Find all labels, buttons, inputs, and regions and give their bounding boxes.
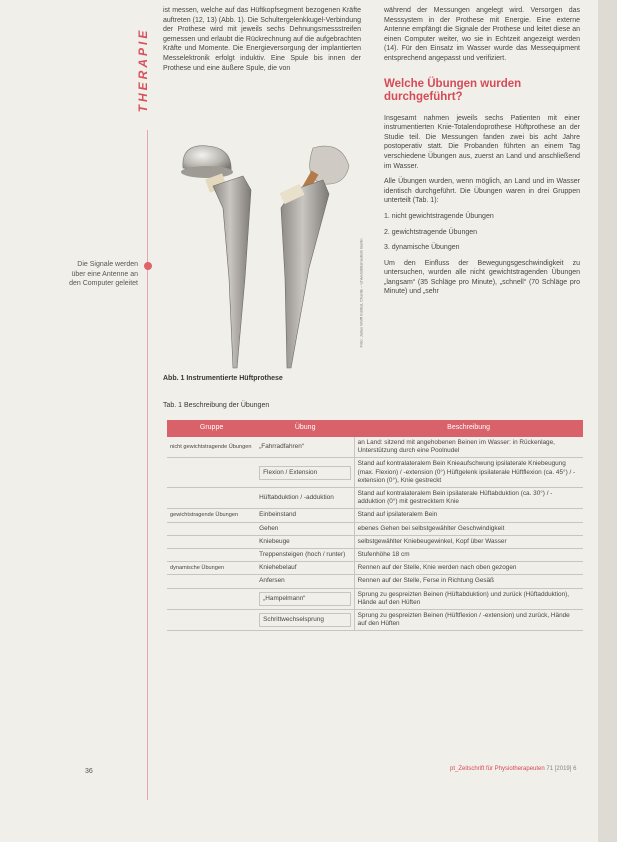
- figure-credit: Foto: Julius Wolff Institut, Charité – Universitätsmedizin Berlin: [358, 238, 364, 348]
- row-group: [167, 610, 256, 631]
- table-row: [167, 575, 583, 588]
- table-row: [167, 522, 583, 535]
- left-column: [163, 6, 361, 79]
- table-row: [167, 509, 583, 522]
- row-description: Rennen auf der Stelle, Knie werden nach oben gezogen: [354, 562, 583, 575]
- table-row: [167, 488, 583, 509]
- table-header-exercise: Übung: [256, 420, 354, 437]
- row-group: [167, 458, 256, 488]
- section-label: THERAPIE: [136, 27, 150, 113]
- row-exercise: Treppensteigen (hoch / runter): [256, 549, 354, 562]
- footer-publication: pt_Zeitschrift für Physiotherapeuten: [450, 766, 545, 772]
- footer: [450, 766, 576, 772]
- row-group: [167, 488, 256, 509]
- row-group: [167, 549, 256, 562]
- row-description: ebenes Gehen bei selbstgewählter Geschwindigkeit: [354, 522, 583, 535]
- table-header-group: Gruppe: [167, 420, 256, 437]
- row-exercise: Schrittwechselsprung: [259, 613, 351, 627]
- table-row: [167, 535, 583, 548]
- row-description: Stand auf ipsilateralem Bein: [354, 509, 583, 522]
- row-exercise-cell: [256, 588, 354, 609]
- exercise-table: [167, 420, 583, 631]
- row-group: nicht gewichtstragende Übungen: [167, 437, 256, 458]
- table-row: [167, 549, 583, 562]
- row-group: gewichtstragende Übungen: [167, 509, 256, 522]
- row-exercise: Kniehebelauf: [256, 562, 354, 575]
- row-exercise: Kniebeuge: [256, 535, 354, 548]
- footer-issue: 71 [2019] 6: [546, 766, 577, 772]
- row-description: Stand auf kontralateralem Bein ipsilaterale Hüftabduktion (ca. 30°) / -adduktion (0°) mit gestrecktem Knie: [354, 488, 583, 509]
- figure-caption-text: Instrumentierte Hüftprothese: [186, 375, 283, 382]
- row-exercise-cell: [256, 458, 354, 488]
- table-header-description: Beschreibung: [354, 420, 583, 437]
- row-description: Stufenhöhe 18 cm: [354, 549, 583, 562]
- row-group: [167, 575, 256, 588]
- row-exercise-cell: [256, 610, 354, 631]
- margin-bullet-icon: [144, 262, 152, 270]
- row-exercise: Hüftabduktion / -adduktion: [256, 488, 354, 509]
- left-paragraph: ist messen, welche auf das Hüftkopfsegment bezogenen Kräfte auftreten (12, 13) (Abb. 1). Die Schultergelenkkugel-Verbindung der Prothese wird mit jeweils sechs Dehnungsmessstreifen gemessen und erlaubt die Rückrechnung auf die aufgebrachten Kräfte und Momente. Die Energieversorgung der implantierten Messelektronik erfolgt induktiv. Eine Spule bis innen der Prothese und eine äußere Spule, die von: [163, 7, 361, 72]
- row-group: [167, 535, 256, 548]
- table-row: [167, 458, 583, 488]
- section-heading: Welche Übungen wurden durchgeführt?: [384, 77, 522, 103]
- hip-prosthesis-figure: [163, 128, 361, 376]
- right-paragraph-1: Insgesamt nahmen jeweils sechs Patienten mit einer instrumentierten Knie-Totalendoprothese Hüftprothese an der Studie teil. Die Messungen fanden zwei bis acht Jahre postoperativ statt. Die Probanden führten an einem Tag verschiedene Übungen aus, zuerst an Land und anschließend im Wasser.: [384, 114, 580, 170]
- list-item: 3. dynamische Übungen: [384, 244, 460, 252]
- row-exercise: Anfersen: [256, 575, 354, 588]
- row-exercise: Gehen: [256, 522, 354, 535]
- row-description: Sprung zu gespreizten Beinen (Hüftflexion / -extension) und zurück, Hände auf den Hüften: [354, 610, 583, 631]
- row-description: Sprung zu gespreizten Beinen (Hüftabduktion) und zurück (Hüftadduktion), Hände auf den Hüften: [354, 588, 583, 609]
- list-item: 2. gewichtstragende Übungen: [384, 228, 478, 236]
- row-exercise: „Fahrradfahren“: [256, 437, 354, 458]
- margin-note: Die Signale werden über eine Antenne an den Computer geleitet: [69, 261, 138, 287]
- table-caption: Tab. 1 Beschreibung der Übungen: [163, 402, 270, 409]
- row-description: Stand auf kontralateralem Bein Knieaufschwung ipsilaterale Kniebeugung (max. Flexion) / -extension (0°) Hüftgelenk ipsilaterale Hüftflexion (ca. 45°) / -extension (0°), Knie gestreckt: [354, 458, 583, 488]
- row-group: dynamische Übungen: [167, 562, 256, 575]
- row-exercise: Einbeinstand: [256, 509, 354, 522]
- right-paragraph-end: Um den Einfluss der Bewegungsgeschwindigkeit zu untersuchen, wurden alle nicht gewichtstragenden Übungen „langsam“ (35 Schläge pro Minute), „schnell“ (70 Schläge pro Minute) und „sehr: [384, 259, 580, 296]
- right-paragraph-2: Alle Übungen wurden, wenn möglich, an Land und im Wasser identisch durchgeführt. Die Übungen waren in drei Gruppen unterteilt (Tab. 1):: [384, 178, 580, 205]
- hip-prosthesis-image: [163, 128, 361, 376]
- table-row: [167, 610, 583, 631]
- row-exercise: Flexion / Extension: [259, 466, 351, 480]
- list-item: 1. nicht gewichtstragende Übungen: [384, 212, 494, 220]
- page-edge: [598, 0, 617, 842]
- row-description: an Land: sitzend mit angehobenen Beinen im Wasser: in Rückenlage, Unterstützung durch eine Poolnudel: [354, 437, 583, 458]
- right-column: [384, 6, 580, 303]
- row-group: [167, 522, 256, 535]
- table-row: [167, 437, 583, 458]
- table-row: [167, 562, 583, 575]
- table-row: [167, 588, 583, 609]
- row-exercise: „Hampelmann“: [259, 592, 351, 606]
- row-description: selbstgewählter Kniebeugewinkel, Kopf über Wasser: [354, 535, 583, 548]
- row-description: Rennen auf der Stelle, Ferse in Richtung Gesäß: [354, 575, 583, 588]
- margin-rule: [147, 130, 148, 800]
- figure-caption-label: Abb. 1: [163, 375, 185, 382]
- right-paragraph-top: während der Messungen angelegt wird. Versorgen das Messsystem in der Prothese mit Energie. Eine externe Antenne empfängt die Signale der Prothese und leitet diese an einen Computer weiter, wo sie in Echtzeit angezeigt werden (14). Für den Einsatz im Wasser wurde das Messequipment entsprechend angepasst und verifiziert.: [384, 7, 580, 62]
- figure-caption: [163, 375, 283, 382]
- page-number: 36: [85, 768, 93, 775]
- row-group: [167, 588, 256, 609]
